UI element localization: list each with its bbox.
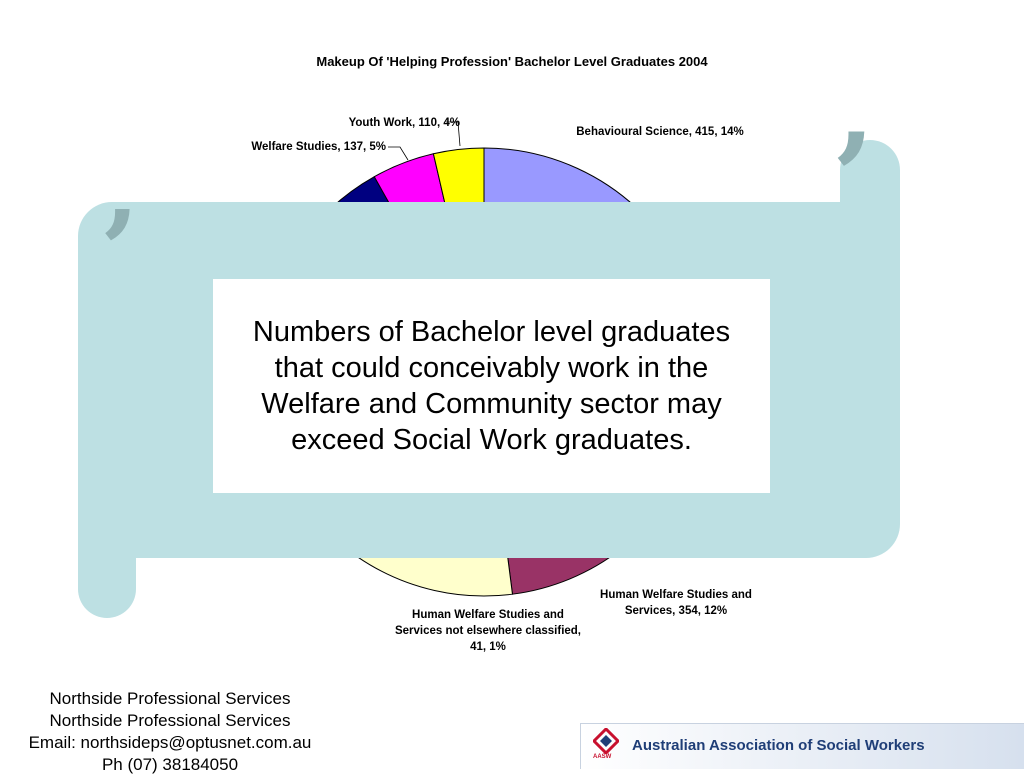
footer-contact bbox=[0, 688, 340, 776]
label-behavioural-science: Behavioural Science, 415, 14% bbox=[576, 126, 744, 138]
scroll-curl-mark-left: ’ bbox=[100, 186, 139, 315]
footer-line-2: Northside Professional Services bbox=[49, 711, 291, 731]
aasw-logo-text: Australian Association of Social Workers bbox=[632, 737, 925, 754]
scroll-curl-mark-right: ’ bbox=[832, 107, 874, 248]
aasw-logo-bar bbox=[580, 723, 1024, 769]
aasw-logo-icon bbox=[593, 728, 619, 754]
aasw-abbr: AASW bbox=[593, 754, 612, 760]
label-youth-work: Youth Work, 110, 4% bbox=[348, 117, 460, 129]
callout-box bbox=[213, 279, 770, 493]
chart-title: Makeup Of 'Helping Profession' Bachelor Level Graduates 2004 bbox=[316, 54, 708, 69]
label-human-welfare-nec: Human Welfare Studies and Services not elsewhere classified, 41, 1% bbox=[394, 609, 582, 654]
footer-email: Email: northsideps@optusnet.com.au bbox=[28, 733, 312, 753]
leader-welfare-studies bbox=[388, 147, 408, 160]
label-welfare-studies: Welfare Studies, 137, 5% bbox=[251, 141, 386, 153]
label-human-welfare-services: Human Welfare Studies and Services, 354, 12% bbox=[600, 589, 752, 618]
footer-line-1: Northside Professional Services bbox=[49, 689, 291, 708]
footer-phone: Ph (07) 38184050 bbox=[101, 755, 239, 775]
callout-text: Numbers of Bachelor level graduates that could conceivably work in the Welfare and Community sector may exceed Social Work graduates. bbox=[252, 315, 731, 457]
